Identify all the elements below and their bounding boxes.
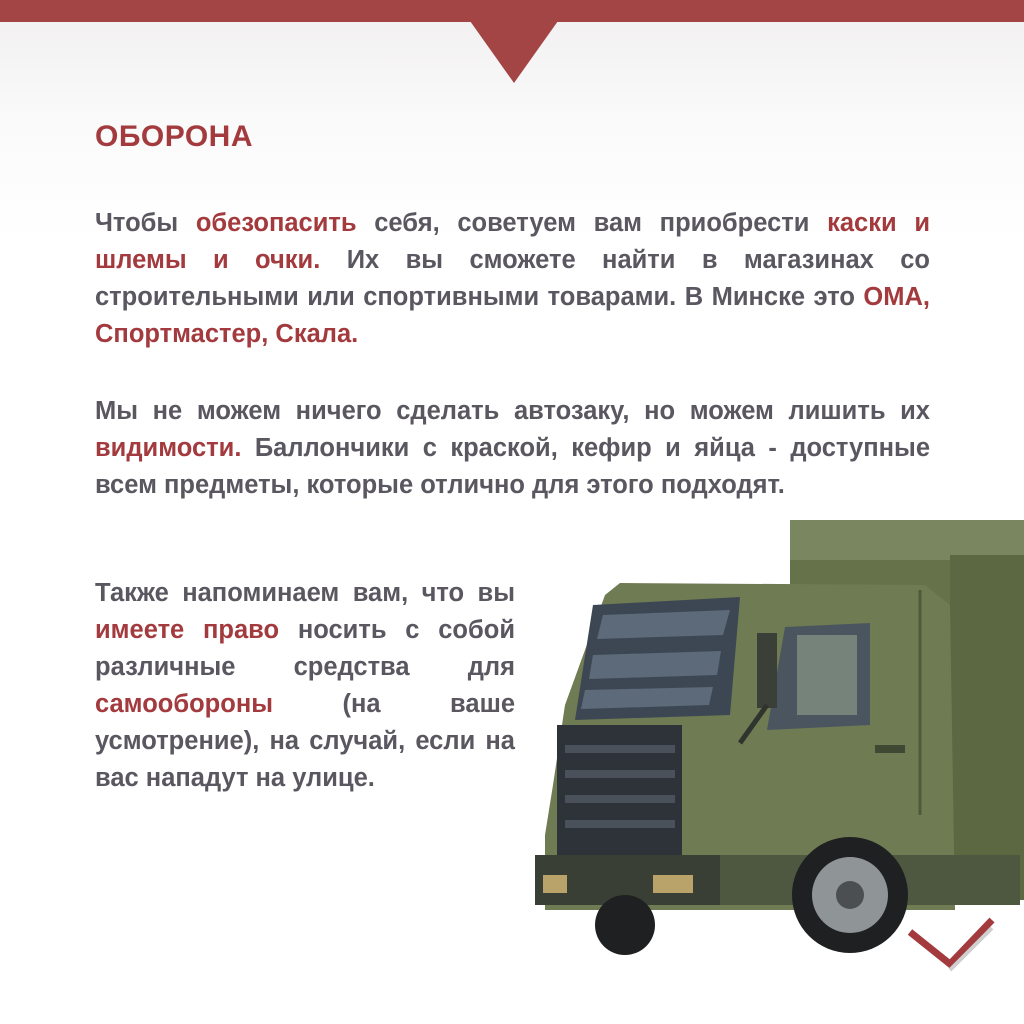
page-title: ОБОРОНА (95, 120, 254, 153)
text-segment: носить с собой различные средства для (95, 616, 515, 681)
highlight-right: имеете право (95, 616, 280, 644)
paragraph-visibility (95, 393, 930, 504)
highlight-visibility: видимости. (95, 434, 242, 462)
banner-notch (470, 21, 558, 83)
text-segment: Баллончики с краской, кефир и яйца - доступные всем предметы, которые отлично для этого подходят. (95, 434, 930, 499)
highlight-protect: обезопасить (195, 209, 357, 237)
text-segment: Также напоминаем вам, что вы (95, 579, 515, 607)
highlight-self-defense: самообороны (95, 690, 274, 718)
highlight-stores: ОМА, Спортмастер, Скала. (95, 283, 930, 348)
text-segment: себя, советуем вам приобрести (356, 209, 828, 237)
paragraph-protection (95, 205, 930, 353)
text-segment: Их вы сможете найти в магазинах со строительными или спортивными товарами. В Минске это (95, 246, 930, 311)
truck-illustration (535, 515, 1024, 955)
text-segment: Чтобы (95, 209, 196, 237)
highlight-helmets: каски и шлемы и очки. (95, 209, 931, 274)
checkmark-icon (900, 912, 1000, 976)
top-banner (0, 0, 1024, 22)
text-segment: Мы не можем ничего сделать автозаку, но можем лишить их (95, 397, 930, 425)
text-segment: (на ваше усмотрение), на случай, если на вас нападут на улице. (95, 690, 515, 792)
paragraph-self-defense (95, 575, 515, 797)
